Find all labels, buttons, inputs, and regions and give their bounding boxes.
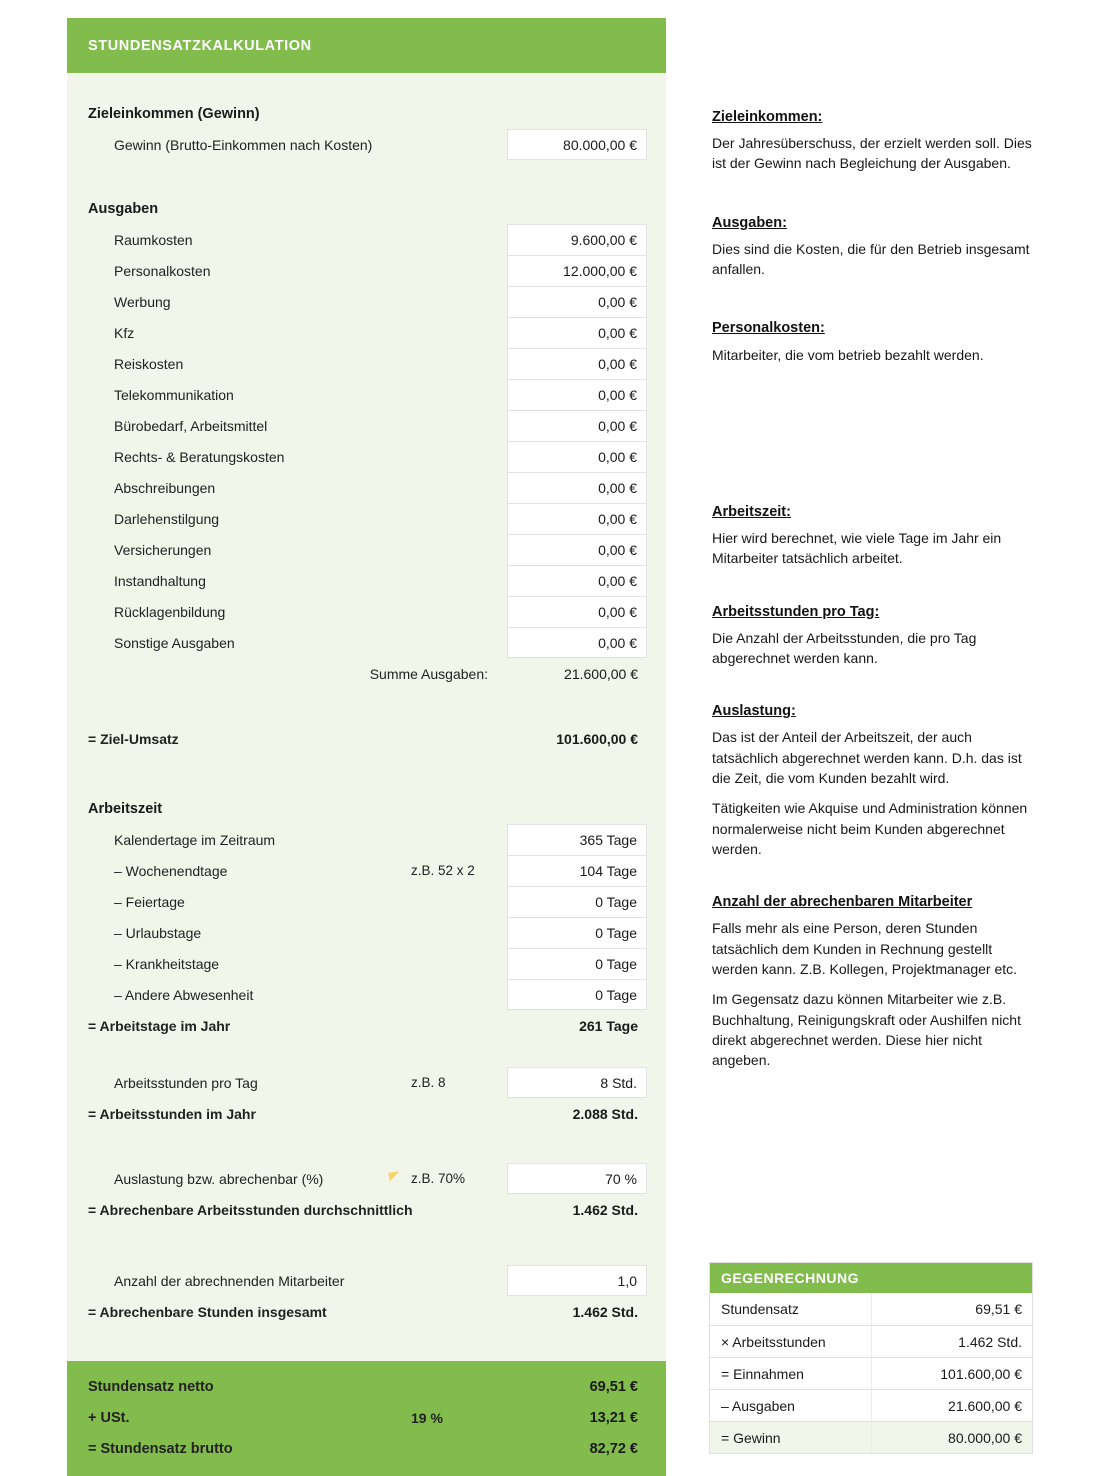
row-label-expenses-sum: Summe Ausgaben: (369, 665, 488, 682)
value-gross-hourly-rate: 82,72 € (589, 1440, 638, 1457)
value-target-revenue: 101.600,00 € (556, 730, 638, 747)
expense-label: Kfz (114, 324, 135, 341)
worktime-label: – Wochenendtage (114, 862, 228, 879)
spacer (712, 869, 1032, 893)
value-expenses-sum: 21.600,00 € (564, 665, 638, 682)
expense-row (88, 534, 647, 565)
note-block (712, 603, 1032, 669)
expense-row (88, 317, 647, 348)
expense-label: Rücklagenbildung (114, 603, 226, 620)
row-workdays-per-year (88, 1010, 647, 1041)
spacer (88, 754, 647, 794)
value-hours-per-year: 2.088 Std. (572, 1105, 638, 1122)
spacer (88, 160, 647, 194)
row-hint-utilization (411, 1171, 507, 1186)
panel-body (67, 73, 666, 1361)
section-heading-worktime: Arbeitszeit (88, 801, 163, 817)
row-profit (88, 129, 647, 160)
table-cell-label: × Arbeitsstunden (710, 1326, 872, 1357)
row-hint-utilization-text: z.B. 70% (411, 1171, 466, 1186)
section-heading-target-income: Zieleinkommen (Gewinn) (88, 106, 260, 122)
expense-input[interactable]: 0,00 € (507, 472, 647, 503)
table-row (710, 1293, 1032, 1325)
note-paragraph: Dies sind die Kosten, die für den Betrieb insgesamt anfallen. (712, 240, 1030, 278)
expense-label: Instandhaltung (114, 572, 206, 589)
worktime-hint: z.B. 52 x 2 (411, 863, 475, 878)
expense-input[interactable]: 0,00 € (507, 627, 647, 658)
note-heading: Personalkosten: (712, 320, 825, 337)
worktime-row (88, 948, 647, 979)
expense-label: Darlehenstilgung (114, 510, 220, 527)
row-hint-vat: 19 % (411, 1409, 443, 1426)
spacer (88, 1225, 647, 1265)
expense-label: Bürobedarf, Arbeitsmittel (114, 417, 268, 434)
counter-calculation-title: GEGENRECHNUNG (721, 1270, 859, 1286)
table-cell-value: 80.000,00 € (948, 1429, 1022, 1446)
note-paragraph: Im Gegensatz dazu können Mitarbeiter wie z.B. Buchhaltung, Reinigungskraft oder Aushilfen nicht direkt abgerechnet werden. Diese hier nicht angeben. (712, 991, 1021, 1069)
note-heading: Arbeitsstunden pro Tag: (712, 603, 880, 620)
table-row (710, 1325, 1032, 1357)
note-block (712, 319, 1032, 364)
note-paragraph: Der Jahresüberschuss, der erzielt werden soll. Dies ist der Gewinn nach Begleichung der Ausgaben. (712, 135, 1032, 172)
note-paragraph: Tätigkeiten wie Akquise und Administration können normalerweise nicht beim Kunden abgerechnet werden. (712, 800, 1028, 857)
note-block (712, 702, 1032, 859)
row-label-hours-per-year: = Arbeitsstunden im Jahr (88, 1105, 256, 1122)
expense-input[interactable]: 0,00 € (507, 441, 647, 472)
spacer (712, 289, 1032, 319)
table-cell-value: 21.600,00 € (948, 1397, 1022, 1414)
input-profit[interactable]: 80.000,00 € (507, 129, 647, 160)
expense-label: Sonstige Ausgaben (114, 634, 235, 651)
expense-input[interactable]: 0,00 € (507, 565, 647, 596)
expense-input[interactable]: 0,00 € (507, 534, 647, 565)
worktime-label: – Krankheitstage (114, 955, 220, 972)
spacer (88, 73, 647, 99)
table-row (710, 1389, 1032, 1421)
table-row (710, 1357, 1032, 1389)
input-utilization[interactable]: 70 % (507, 1163, 647, 1194)
row-label-vat: + USt. (88, 1409, 130, 1426)
value-vat: 13,21 € (589, 1409, 638, 1426)
expense-row (88, 255, 647, 286)
expense-input[interactable]: 0,00 € (507, 410, 647, 441)
note-heading: Ausgaben: (712, 214, 787, 231)
expense-input[interactable]: 12.000,00 € (507, 255, 647, 286)
counter-calculation-rows (710, 1293, 1032, 1453)
expense-input[interactable]: 0,00 € (507, 379, 647, 410)
spacer (712, 579, 1032, 603)
spacer (712, 375, 1032, 503)
row-label-employee-count: Anzahl der abrechnenden Mitarbeiter (114, 1272, 345, 1289)
expense-row (88, 565, 647, 596)
note-paragraph: Falls mehr als eine Person, deren Stunden tatsächlich dem Kunden in Rechnung gestellt werden kann. Z.B. Kollegen, Projektmanager etc. (712, 920, 1018, 977)
row-employee-count (88, 1265, 647, 1296)
spacer (88, 1041, 647, 1067)
expense-input[interactable]: 0,00 € (507, 348, 647, 379)
worktime-input[interactable]: 0 Tage (507, 886, 647, 917)
note-heading: Zieleinkommen: (712, 109, 823, 125)
expense-label: Versicherungen (114, 541, 212, 558)
counter-calculation-table (709, 1262, 1033, 1454)
expense-input[interactable]: 9.600,00 € (507, 224, 647, 255)
expense-row (88, 472, 647, 503)
note-heading: Anzahl der abrechenbaren Mitarbeiter (712, 894, 973, 911)
comment-marker-icon[interactable] (388, 1171, 400, 1181)
row-billable-hours-average (88, 1194, 647, 1225)
row-hours-per-day (88, 1067, 647, 1098)
spacer (88, 1129, 647, 1163)
row-billable-hours-total (88, 1296, 647, 1327)
expense-row (88, 379, 647, 410)
row-label-net-hourly-rate: Stundensatz netto (88, 1378, 214, 1395)
row-label-billable-hours-total: = Abrechenbare Stunden insgesamt (88, 1303, 327, 1320)
table-cell-value: 69,51 € (975, 1301, 1022, 1317)
table-cell-label: Stundensatz (710, 1293, 872, 1325)
row-hint-hours-per-day: z.B. 8 (411, 1075, 446, 1090)
worktime-input[interactable]: 104 Tage (507, 855, 647, 886)
note-heading: Arbeitszeit: (712, 503, 791, 520)
worktime-row (88, 917, 647, 948)
worktime-row (88, 979, 647, 1010)
expense-row (88, 348, 647, 379)
note-paragraph: Die Anzahl der Arbeitsstunden, die pro Tag abgerechnet werden kann. (712, 629, 977, 666)
worktime-label: – Urlaubstage (114, 924, 202, 941)
row-label-utilization: Auslastung bzw. abrechenbar (%) (114, 1170, 324, 1187)
table-cell-label: = Einnahmen (710, 1358, 872, 1389)
expense-row (88, 596, 647, 627)
explanations-column (712, 108, 1032, 1080)
note-paragraph: Hier wird berechnet, wie viele Tage im Jahr ein Mitarbeiter tatsächlich arbeitet. (712, 529, 1002, 567)
row-utilization (88, 1163, 647, 1194)
input-hours-per-day[interactable]: 8 Std. (507, 1067, 647, 1098)
worktime-label: Kalendertage im Zeitraum (114, 831, 276, 848)
expense-input[interactable]: 0,00 € (507, 596, 647, 627)
panel-header (67, 18, 666, 73)
worktime-rows-container (88, 824, 647, 1010)
value-net-hourly-rate: 69,51 € (589, 1378, 638, 1395)
note-block (712, 108, 1032, 174)
panel-title: STUNDENSATZKALKULATION (88, 37, 312, 54)
value-workdays-per-year: 261 Tage (579, 1017, 638, 1034)
input-employee-count[interactable]: 1,0 (507, 1265, 647, 1296)
expense-row (88, 224, 647, 255)
expense-row (88, 627, 647, 658)
expense-input[interactable]: 0,00 € (507, 286, 647, 317)
note-paragraph: Das ist der Anteil der Arbeitszeit, der auch tatsächlich abgerechnet werden kann. D.h. das ist die Zeit, die vom Kunden bezahlt wird. (712, 729, 1022, 787)
row-hours-per-year (88, 1098, 647, 1129)
counter-calculation-header (710, 1263, 1032, 1293)
value-billable-hours-average: 1.462 Std. (572, 1201, 638, 1218)
table-cell-value: 101.600,00 € (940, 1365, 1022, 1382)
expense-label: Telekommunikation (114, 386, 234, 403)
row-label-workdays-per-year: = Arbeitstage im Jahr (88, 1017, 231, 1034)
worktime-input[interactable]: 0 Tage (507, 917, 647, 948)
row-net-hourly-rate (88, 1371, 647, 1402)
table-cell-label: – Ausgaben (710, 1390, 872, 1421)
summary-band (67, 1361, 666, 1476)
expense-label: Raumkosten (114, 231, 193, 248)
expense-label: Rechts- & Beratungskosten (114, 448, 285, 465)
row-label-profit: Gewinn (Brutto-Einkommen nach Kosten) (114, 136, 373, 153)
expense-row (88, 441, 647, 472)
expense-rows-container (88, 224, 647, 658)
table-cell-label: = Gewinn (710, 1422, 872, 1453)
note-heading: Auslastung: (712, 703, 796, 720)
expense-input[interactable]: 0,00 € (507, 317, 647, 348)
worktime-input[interactable]: 0 Tage (507, 979, 647, 1010)
expense-input[interactable]: 0,00 € (507, 503, 647, 534)
note-block (712, 503, 1032, 569)
worktime-row (88, 824, 647, 855)
expense-label: Werbung (114, 293, 171, 310)
row-label-billable-hours-average: = Abrechenbare Arbeitsstunden durchschnittlich (88, 1201, 413, 1218)
row-label-target-revenue: = Ziel-Umsatz (88, 730, 179, 747)
row-label-hours-per-day: Arbeitsstunden pro Tag (114, 1074, 258, 1091)
spacer (712, 184, 1032, 214)
row-gross-hourly-rate (88, 1433, 647, 1464)
worktime-row (88, 855, 647, 886)
note-paragraph: Mitarbeiter, die vom betrieb bezahlt werden. (712, 346, 984, 363)
value-billable-hours-total: 1.462 Std. (572, 1303, 638, 1320)
section-heading-expenses: Ausgaben (88, 201, 159, 217)
table-cell-value: 1.462 Std. (958, 1333, 1022, 1350)
spacer (88, 1327, 647, 1361)
expense-row (88, 410, 647, 441)
row-expenses-sum (88, 658, 647, 689)
expense-row (88, 286, 647, 317)
row-label-gross-hourly-rate: = Stundensatz brutto (88, 1440, 233, 1457)
expense-row (88, 503, 647, 534)
expense-label: Abschreibungen (114, 479, 216, 496)
expense-label: Personalkosten (114, 262, 211, 279)
table-row (710, 1421, 1032, 1453)
worktime-label: – Andere Abwesenheit (114, 986, 254, 1003)
spacer (88, 689, 647, 723)
note-block (712, 214, 1032, 280)
row-vat (88, 1402, 647, 1433)
worktime-row (88, 886, 647, 917)
note-block (712, 893, 1032, 1070)
expense-label: Reiskosten (114, 355, 184, 372)
hourly-rate-calculator-panel (67, 18, 666, 1476)
worktime-input[interactable]: 0 Tage (507, 948, 647, 979)
spacer (712, 678, 1032, 702)
worktime-input[interactable]: 365 Tage (507, 824, 647, 855)
row-target-revenue (88, 723, 647, 754)
worktime-label: – Feiertage (114, 893, 185, 910)
